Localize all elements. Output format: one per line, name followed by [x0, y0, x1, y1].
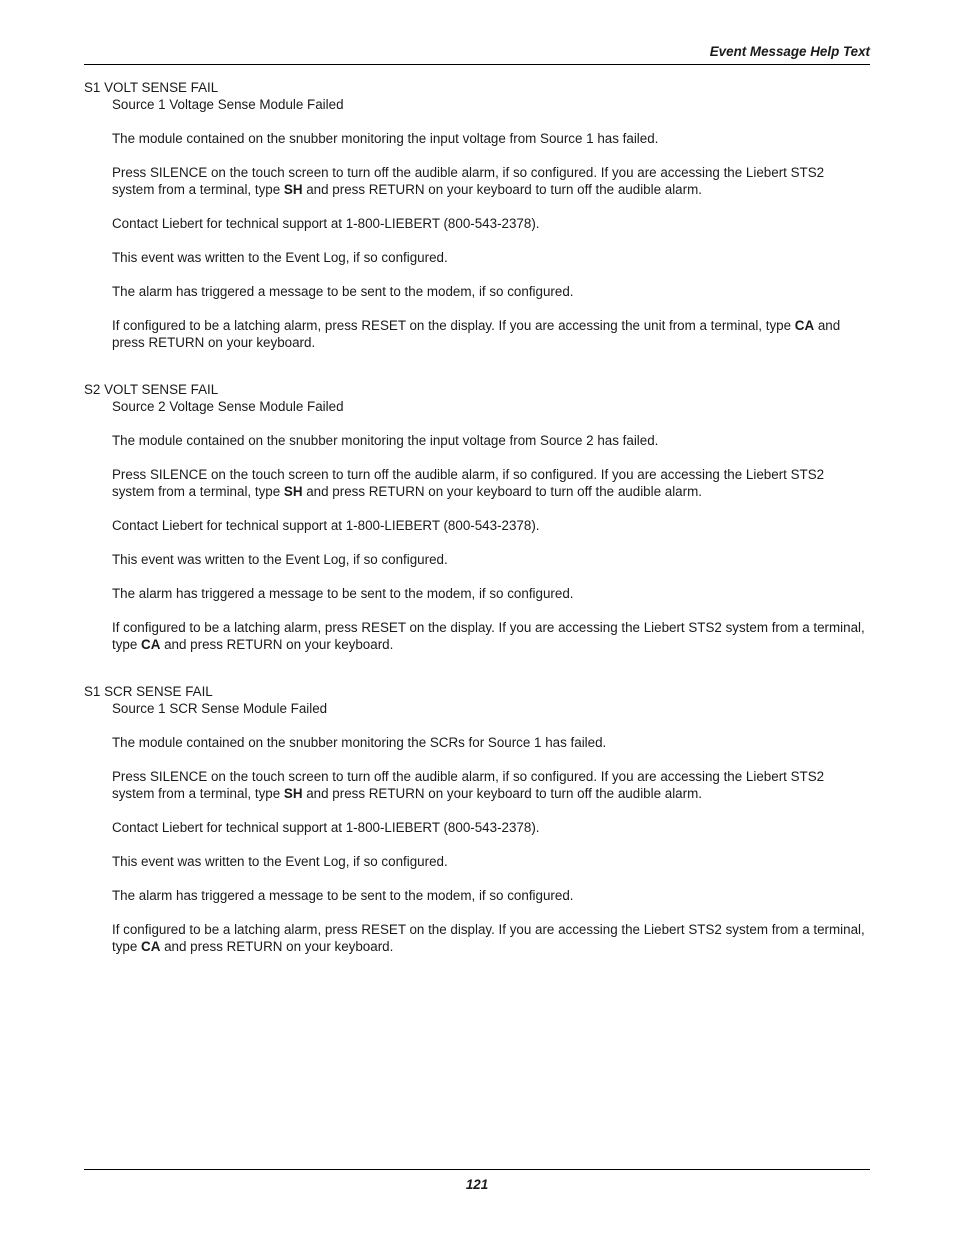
event-section-s1-scr-sense-fail	[84, 683, 870, 955]
silence-instruction: Press SILENCE on the touch screen to turn off the audible alarm, if so configured. If you are accessing the Liebert STS2 system from a terminal, type SH and press RETURN on your keyboard to turn off the audible alarm.	[112, 769, 825, 801]
silence-instruction: Press SILENCE on the touch screen to turn off the audible alarm, if so configured. If you are accessing the Liebert STS2 system from a terminal, type SH and press RETURN on your keyboard to turn off the audible alarm.	[112, 467, 825, 499]
event-code: S1 SCR SENSE FAIL	[84, 684, 213, 699]
event-description: The module contained on the snubber monitoring the input voltage from Source 1 has failed.	[112, 131, 659, 146]
support-contact: Contact Liebert for technical support at 1-800-LIEBERT (800-543-2378).	[112, 820, 540, 835]
header-divider	[84, 64, 870, 65]
command-ca: CA	[794, 318, 815, 333]
event-description: The module contained on the snubber monitoring the input voltage from Source 2 has failed.	[112, 433, 659, 448]
event-log-note: This event was written to the Event Log, if so configured.	[112, 854, 448, 869]
page-body	[84, 79, 870, 985]
footer-divider	[84, 1169, 870, 1170]
command-sh: SH	[283, 182, 303, 197]
silence-instruction: Press SILENCE on the touch screen to turn off the audible alarm, if so configured. If you are accessing the Liebert STS2 system from a terminal, type SH and press RETURN on your keyboard to turn off the audible alarm.	[112, 165, 825, 197]
modem-note: The alarm has triggered a message to be sent to the modem, if so configured.	[112, 284, 574, 299]
command-ca: CA	[141, 939, 161, 954]
modem-note: The alarm has triggered a message to be sent to the modem, if so configured.	[112, 586, 574, 601]
event-description: The module contained on the snubber monitoring the SCRs for Source 1 has failed.	[112, 735, 607, 750]
event-subtitle: Source 2 Voltage Sense Module Failed	[112, 399, 344, 414]
event-subtitle: Source 1 SCR Sense Module Failed	[112, 701, 328, 716]
reset-instruction: If configured to be a latching alarm, press RESET on the display. If you are accessing the Liebert STS2 system from a terminal, type CA and press RETURN on your keyboard.	[112, 922, 865, 954]
event-section-s2-volt-sense-fail	[84, 381, 870, 653]
support-contact: Contact Liebert for technical support at 1-800-LIEBERT (800-543-2378).	[112, 518, 540, 533]
command-sh: SH	[283, 786, 303, 801]
event-log-note: This event was written to the Event Log, if so configured.	[112, 552, 448, 567]
modem-note: The alarm has triggered a message to be sent to the modem, if so configured.	[112, 888, 574, 903]
command-sh: SH	[283, 484, 303, 499]
reset-instruction: If configured to be a latching alarm, press RESET on the display. If you are accessing the Liebert STS2 system from a terminal, type CA and press RETURN on your keyboard.	[112, 620, 865, 652]
event-code: S1 VOLT SENSE FAIL	[84, 80, 219, 95]
event-section-s1-volt-sense-fail	[84, 79, 870, 351]
reset-instruction: If configured to be a latching alarm, press RESET on the display. If you are accessing the unit from a terminal, type CA and press RETURN on your keyboard.	[112, 318, 841, 350]
event-log-note: This event was written to the Event Log, if so configured.	[112, 250, 448, 265]
event-code: S2 VOLT SENSE FAIL	[84, 382, 219, 397]
running-header-title: Event Message Help Text	[709, 44, 870, 59]
event-subtitle: Source 1 Voltage Sense Module Failed	[112, 97, 344, 112]
page-number: 121	[465, 1177, 489, 1192]
command-ca: CA	[141, 637, 161, 652]
support-contact: Contact Liebert for technical support at 1-800-LIEBERT (800-543-2378).	[112, 216, 540, 231]
